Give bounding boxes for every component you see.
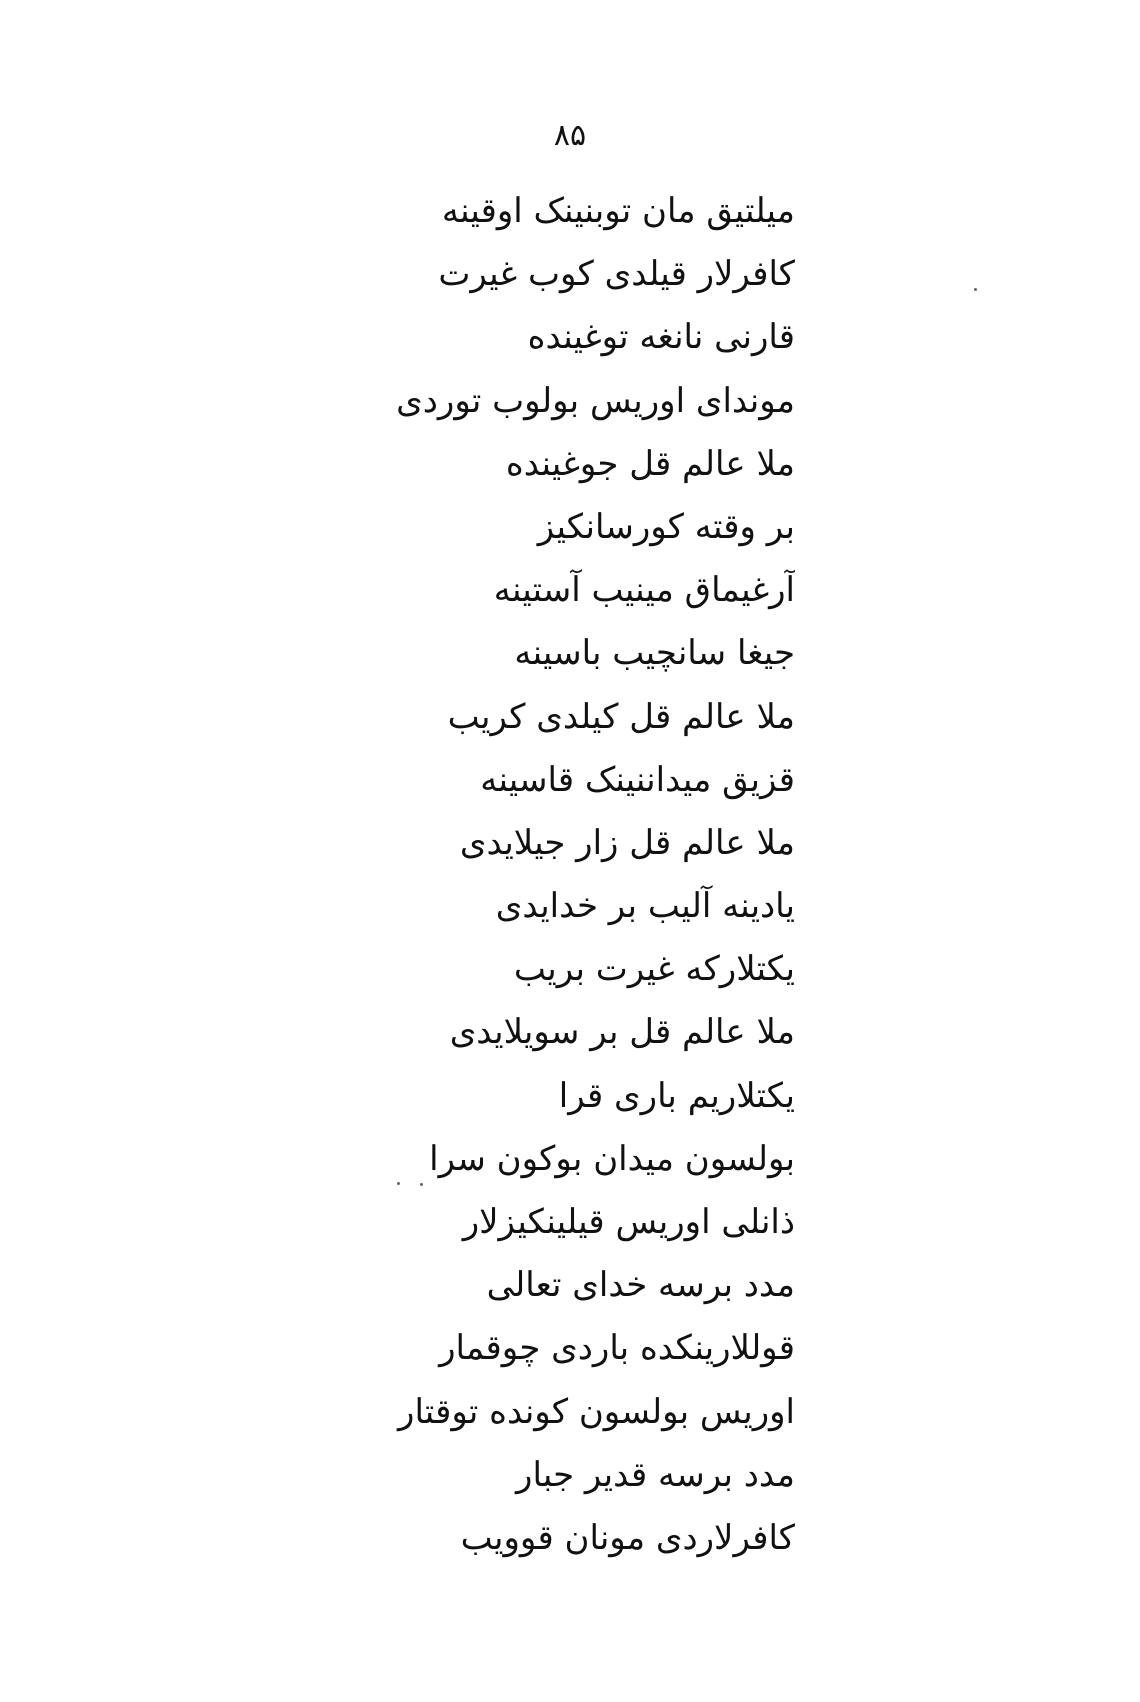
poem-text [365, 180, 795, 1570]
verse-line: ملا عالم قل زار جیلایدی [459, 822, 795, 863]
verse-line: یکتلاریم باری قرا [558, 1075, 795, 1116]
verse-line: قوللارینکده باردی چوقمار [439, 1328, 795, 1369]
verse-line: اوریس بولسون کونده توقتار [398, 1391, 795, 1432]
page-number: ۸۵ [553, 118, 587, 153]
verse-line: قزیق میداننینک قاسینه [480, 759, 795, 800]
verse-line: مدد برسه خدای تعالی [486, 1265, 795, 1306]
verse-line: میلتیق مان توبنینک اوقینه [441, 191, 795, 231]
scan-speck [397, 1182, 400, 1185]
scan-speck [974, 288, 977, 291]
verse-line: یکتلارکه غیرت بریب [513, 949, 795, 990]
verse-line: بر وقته کورسانکیز [537, 506, 795, 547]
scan-speck [420, 1183, 423, 1186]
verse-line: موندای اوریس بولوب توردی [396, 380, 795, 421]
verse-line: ملا عالم قل جوغینده [505, 443, 795, 484]
verse-line: قارنی نانغه توغینده [527, 317, 795, 358]
verse-line: ملا عالم قل بر سویلایدی [449, 1012, 795, 1053]
verse-line: بولسون میدان بوکون سرا [429, 1138, 795, 1179]
verse-line: ذانلی اوریس قیلینکیزلار [462, 1202, 795, 1242]
verse-line: جیغا سانچیب باسینه [514, 633, 795, 674]
verse-line: کافرلار قیلدی کوب غیرت [438, 254, 795, 295]
verse-line: یادینه آلیب بر خدایدی [495, 886, 795, 927]
verse-line: مدد برسه قدیر جبار [516, 1454, 795, 1495]
verse-line: کافرلاردی مونان قوویب [460, 1517, 795, 1558]
verse-line: ملا عالم قل کیلدی کریب [447, 696, 795, 737]
verse-line: آرغیماق مینیب آستینه [493, 570, 795, 611]
